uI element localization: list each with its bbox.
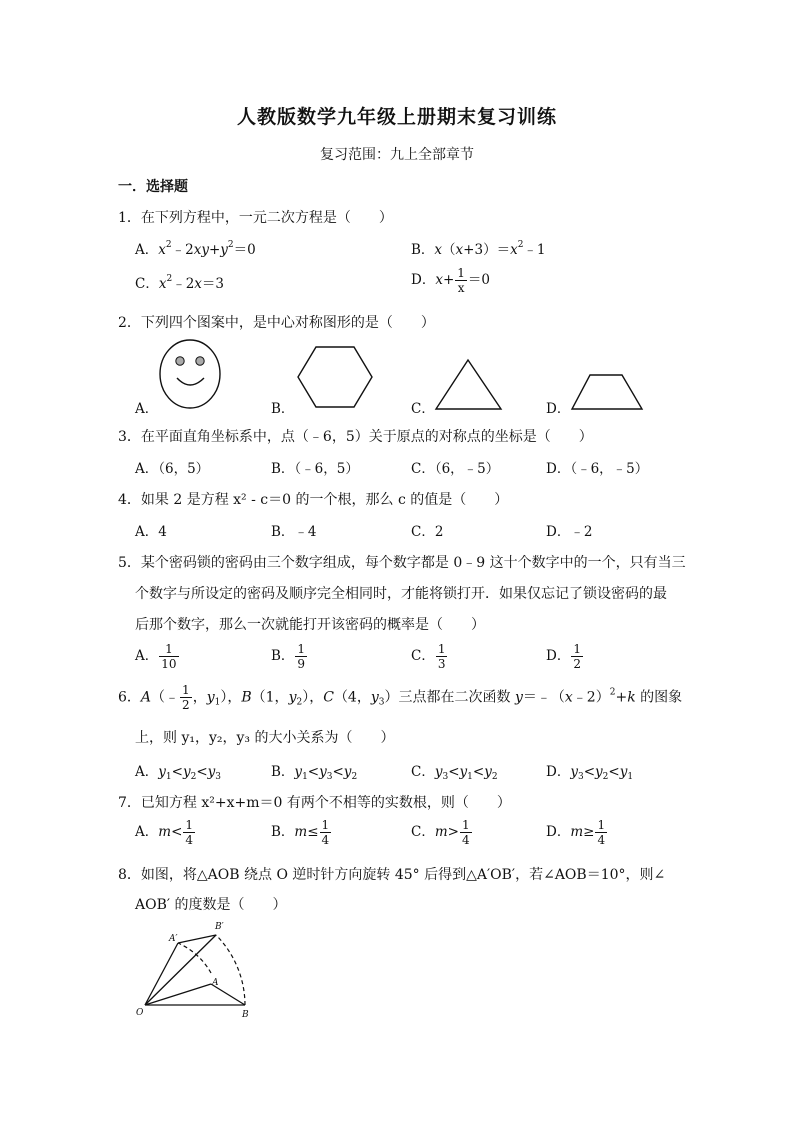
fraction-numerator: 1 (182, 683, 190, 697)
option-letter: B． (271, 764, 295, 780)
section-heading: 一．选择题 (118, 179, 188, 195)
question-3-option-b: B．（﹣6，5） (271, 461, 359, 477)
question-5-line-2: 个数字与所设定的密码及顺序完全相同时，才能将锁打开．如果仅忘记了锁设密码的最 (135, 586, 667, 602)
question-1-option-d: D．x+ $\frac{1}{x}$ ＝0 (411, 266, 490, 295)
fraction-numerator: 1 (461, 818, 470, 832)
question-6-option-b: B．$y_1<y_3<y_2$ (271, 764, 358, 782)
arc-a (178, 943, 211, 973)
fraction (455, 266, 467, 295)
question-3-option-c: C．（6，﹣5） (411, 461, 500, 477)
question-5-option-b (271, 642, 308, 671)
triangle-figure (434, 358, 504, 412)
label-b-prime: B′ (215, 922, 224, 932)
arc-b (216, 935, 245, 1005)
option-letter: B． (271, 824, 295, 840)
question-5-option-a (135, 642, 180, 671)
question-7-stem: 7．已知方程 x²+x+m＝0 有两个不相等的实数根，则（ ） (118, 795, 511, 811)
question-7-option-c: C．m> $\frac{1}{4}$ (411, 818, 470, 847)
option-letter: D． (546, 824, 571, 840)
option-letter: A． (135, 764, 159, 780)
question-5-option-c (411, 642, 448, 671)
label-b: B (242, 1010, 249, 1020)
question-2-label-c: C． (411, 401, 435, 417)
question-8-line-1: 8．如图，将△AOB 绕点 O 逆时针方向旋转 45° 后得到△A′OB′，若∠AOB＝10°，则∠ (118, 867, 666, 883)
question-2-label-a: A． (135, 401, 159, 417)
fraction (180, 683, 192, 712)
question-3-stem: 3．在平面直角坐标系中，点（﹣6，5）关于原点的对称点的坐标是（ ） (118, 429, 593, 445)
smiley-face-figure (155, 337, 225, 411)
fraction-denominator: 4 (321, 833, 330, 847)
question-8-line-2: AOB′ 的度数是（ ） (135, 897, 287, 913)
question-4-stem: 4．如果 2 是方程 x² - c＝0 的一个根，那么 c 的值是（ ） (118, 492, 509, 508)
question-5-option-d (546, 642, 584, 671)
option-letter: B． (271, 648, 295, 664)
fraction-numerator: 1 (159, 642, 178, 657)
fraction-numerator: 1 (573, 642, 581, 656)
option-letter: C． (411, 648, 435, 664)
fraction-denominator: 4 (461, 833, 470, 847)
fraction-denominator: 4 (597, 833, 606, 847)
question-6-line-2: 上，则 y₁，y₂，y₃ 的大小关系为（ ） (135, 730, 395, 746)
fraction-denominator: 2 (182, 698, 190, 712)
option-letter: A． (135, 242, 159, 258)
question-4-option-d: D．﹣2 (546, 524, 593, 540)
fraction (571, 642, 583, 671)
fraction-numerator: 1 (321, 818, 330, 832)
fraction-denominator: 9 (297, 657, 306, 671)
trapezoid-figure (569, 373, 645, 411)
question-1-option-b: B．$x(x+3)=x^2﹣1$ (411, 240, 546, 258)
fraction-denominator: 3 (437, 657, 446, 671)
question-7-option-b: B．m≤ $\frac{1}{4}$ (271, 818, 330, 847)
fraction-numerator: 1 (597, 818, 606, 832)
question-2-stem: 2．下列四个图案中，是中心对称图形的是（ ） (118, 315, 435, 331)
fraction-denominator: x (457, 281, 465, 295)
fraction (159, 642, 178, 671)
question-6-option-d: D．$y_3<y_2<y_1$ (546, 764, 634, 782)
option-letter: D． (411, 272, 436, 288)
option-letter: C． (411, 764, 435, 780)
question-1-option-c: C．$x^2﹣2x=3$ (135, 274, 225, 292)
fraction (436, 642, 448, 671)
question-7-option-a: A．m< $\frac{1}{4}$ (135, 818, 194, 847)
question-6-option-c: C．$y_3<y_1<y_2$ (411, 764, 498, 782)
question-4-option-c: C．2 (411, 524, 444, 540)
fraction-denominator: 2 (573, 657, 581, 671)
fraction (460, 818, 472, 847)
page-subtitle: 复习范围：九上全部章节 (320, 147, 474, 163)
question-5-line-3: 后那个数字，那么一次就能打开该密码的概率是（ ） (135, 617, 485, 633)
question-4-option-a: A．4 (135, 524, 167, 540)
fraction-numerator: 1 (437, 642, 446, 656)
label-o: O (136, 1008, 144, 1018)
hexagon-figure (296, 345, 374, 409)
fraction (595, 818, 607, 847)
rotation-diagram (128, 915, 268, 1023)
question-2-label-b: B． (271, 401, 295, 417)
label-a: A (212, 978, 219, 988)
question-1-option-a: A．$x^2﹣2xy+y^2=0$ (135, 240, 256, 258)
fraction-denominator: 4 (185, 833, 194, 847)
question-2-label-d: D． (546, 401, 571, 417)
fraction-numerator: 1 (457, 266, 465, 280)
question-3-option-d: D．（﹣6，﹣5） (546, 461, 649, 477)
option-letter: C． (411, 824, 435, 840)
fraction (320, 818, 332, 847)
question-1-stem: 1．在下列方程中，一元二次方程是（ ） (118, 210, 393, 226)
question-5-line-1: 5．某个密码锁的密码由三个数字组成，每个数字都是 0﹣9 这十个数字中的一个，只有当三 (118, 555, 686, 571)
fraction (183, 818, 195, 847)
fraction-denominator: 10 (161, 657, 177, 671)
question-7-option-d: D．m≥ $\frac{1}{4}$ (546, 818, 606, 847)
question-6-option-a: A．$y_1<y_2<y_3$ (135, 764, 221, 782)
option-letter: D． (546, 648, 571, 664)
option-letter: C． (135, 276, 159, 292)
fraction-numerator: 1 (185, 818, 194, 832)
label-a-prime: A′ (169, 934, 178, 944)
option-letter: A． (135, 648, 159, 664)
option-letter: D． (546, 764, 571, 780)
option-letter: A． (135, 824, 159, 840)
page-title: 人教版数学九年级上册期末复习训练 (236, 106, 557, 128)
option-letter: B． (411, 242, 435, 258)
question-4-option-b: B．﹣4 (271, 524, 317, 540)
fraction-numerator: 1 (297, 642, 306, 656)
question-3-option-a: A．（6，5） (135, 461, 210, 477)
question-6-line-1: 6．A（﹣ $\frac{1}{2}$ ，$y_1$），B（1，$y_2$），C（4，$y_3$）三点都在二次函数 y＝﹣（x﹣2）$^2$+k 的图象 (118, 683, 683, 712)
fraction (295, 642, 307, 671)
